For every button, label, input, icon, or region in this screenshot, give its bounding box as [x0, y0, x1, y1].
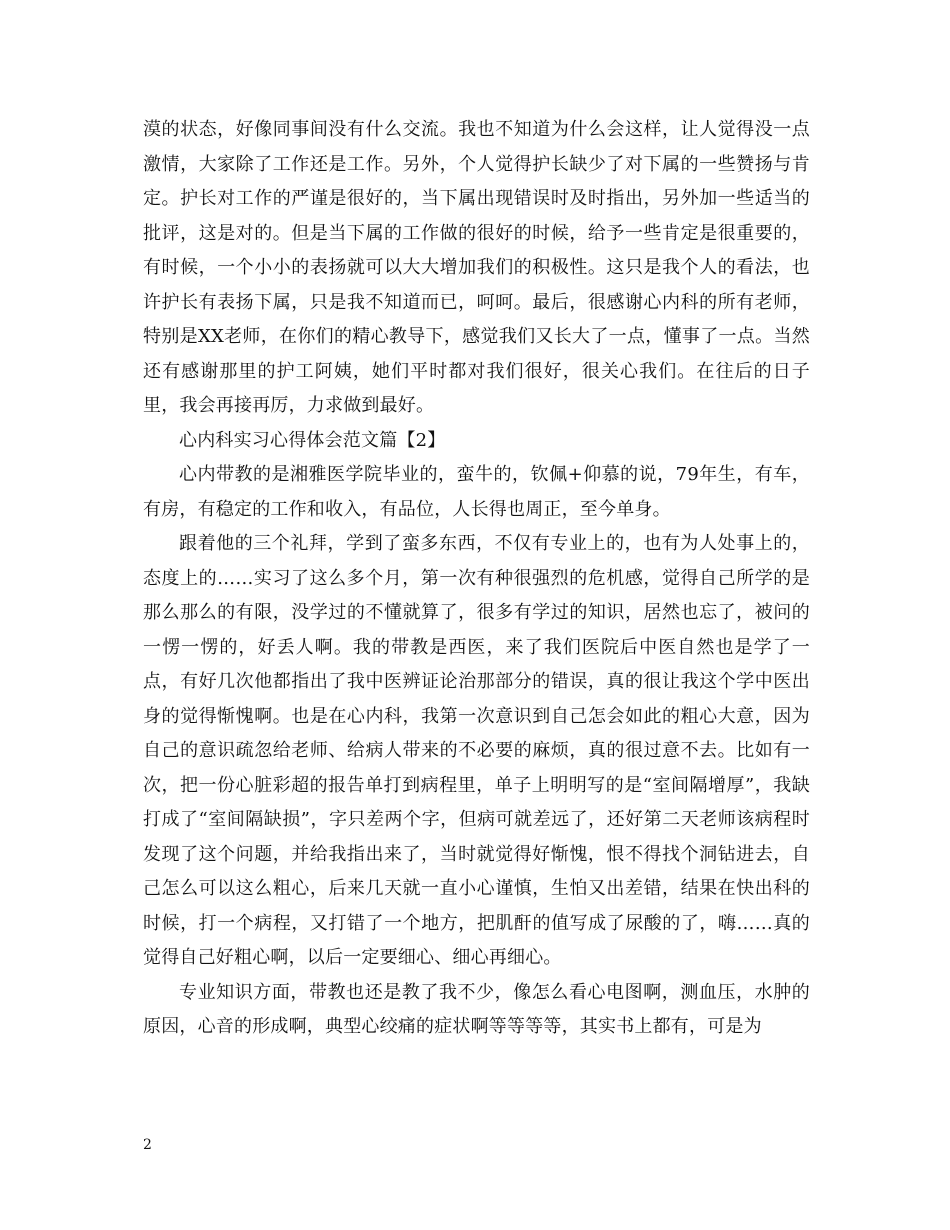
body-text [143, 113, 810, 1045]
page-number: 2 [143, 1137, 152, 1153]
paragraph: 跟着他的三个礼拜，学到了蛮多东西，不仅有专业上的，也有为人处事上的，态度上的……实习了这么多个月，第一次有种很强烈的危机感，觉得自己所学的是那么那么的有限，没学过的不懂就算了，很多有学过的知识，居然也忘了，被问的一愣一愣的，好丢人啊。我的带教是西医，来了我们医院后中医自然也是学了一点，有好几次他都指出了我中医辨证论治那部分的错误，真的很让我这个学中医出身的觉得惭愧啊。也是在心内科，我第一次意识到自己怎会如此的粗心大意，因为自己的意识疏忽给老师、给病人带来的不必要的麻烦，真的很过意不去。比如有一次，把一份心脏彩超的报告单打到病程里，单子上明明写的是“室间隔增厚”，我缺打成了“室间隔缺损”，字只差两个字，但病可就差远了，还好第二天老师该病程时发现了这个问题，并给我指出来了，当时就觉得好惭愧，恨不得找个洞钻进去，自己怎么可以这么粗心，后来几天就一直小心谨慎，生怕又出差错，结果在快出科的时候，打一个病程，又打错了一个地方，把肌酐的值写成了尿酸的了，嗨……真的觉得自己好粗心啊，以后一定要细心、细心再细心。 [143, 533, 810, 968]
paragraph: 心内带教的是湘雅医学院毕业的，蛮牛的，钦佩+仰慕的说，79年生，有车，有房，有稳定的工作和收入，有品位，人长得也周正，至今单身。 [143, 464, 810, 520]
paragraph-continuation: 漠的状态，好像同事间没有什么交流。我也不知道为什么会这样，让人觉得没一点激情，大家除了工作还是工作。另外，个人觉得护长缺少了对下属的一些赞扬与肯定。护长对工作的严谨是很好的，当下属出现错误时及时指出，另外加一些适当的批评，这是对的。但是当下属的工作做的很好的时候，给予一些肯定是很重要的，有时候，一个小小的表扬就可以大大增加我们的积极性。这只是我个人的看法，也许护长有表扬下属，只是我不知道而已，呵呵。最后，很感谢心内科的所有老师，特别是XX老师，在你们的精心教导下，感觉我们又长大了一点，懂事了一点。当然还有感谢那里的护工阿姨，她们平时都对我们很好，很关心我们。在往后的日子里，我会再接再厉，力求做到最好。 [143, 119, 810, 416]
section-heading: 心内科实习心得体会范文篇【2】 [179, 429, 446, 451]
paragraph: 专业知识方面，带教也还是教了我不少，像怎么看心电图啊，测血压，水肿的原因，心音的形成啊，典型心绞痛的症状啊等等等等，其实书上都有，可是为 [143, 981, 810, 1037]
